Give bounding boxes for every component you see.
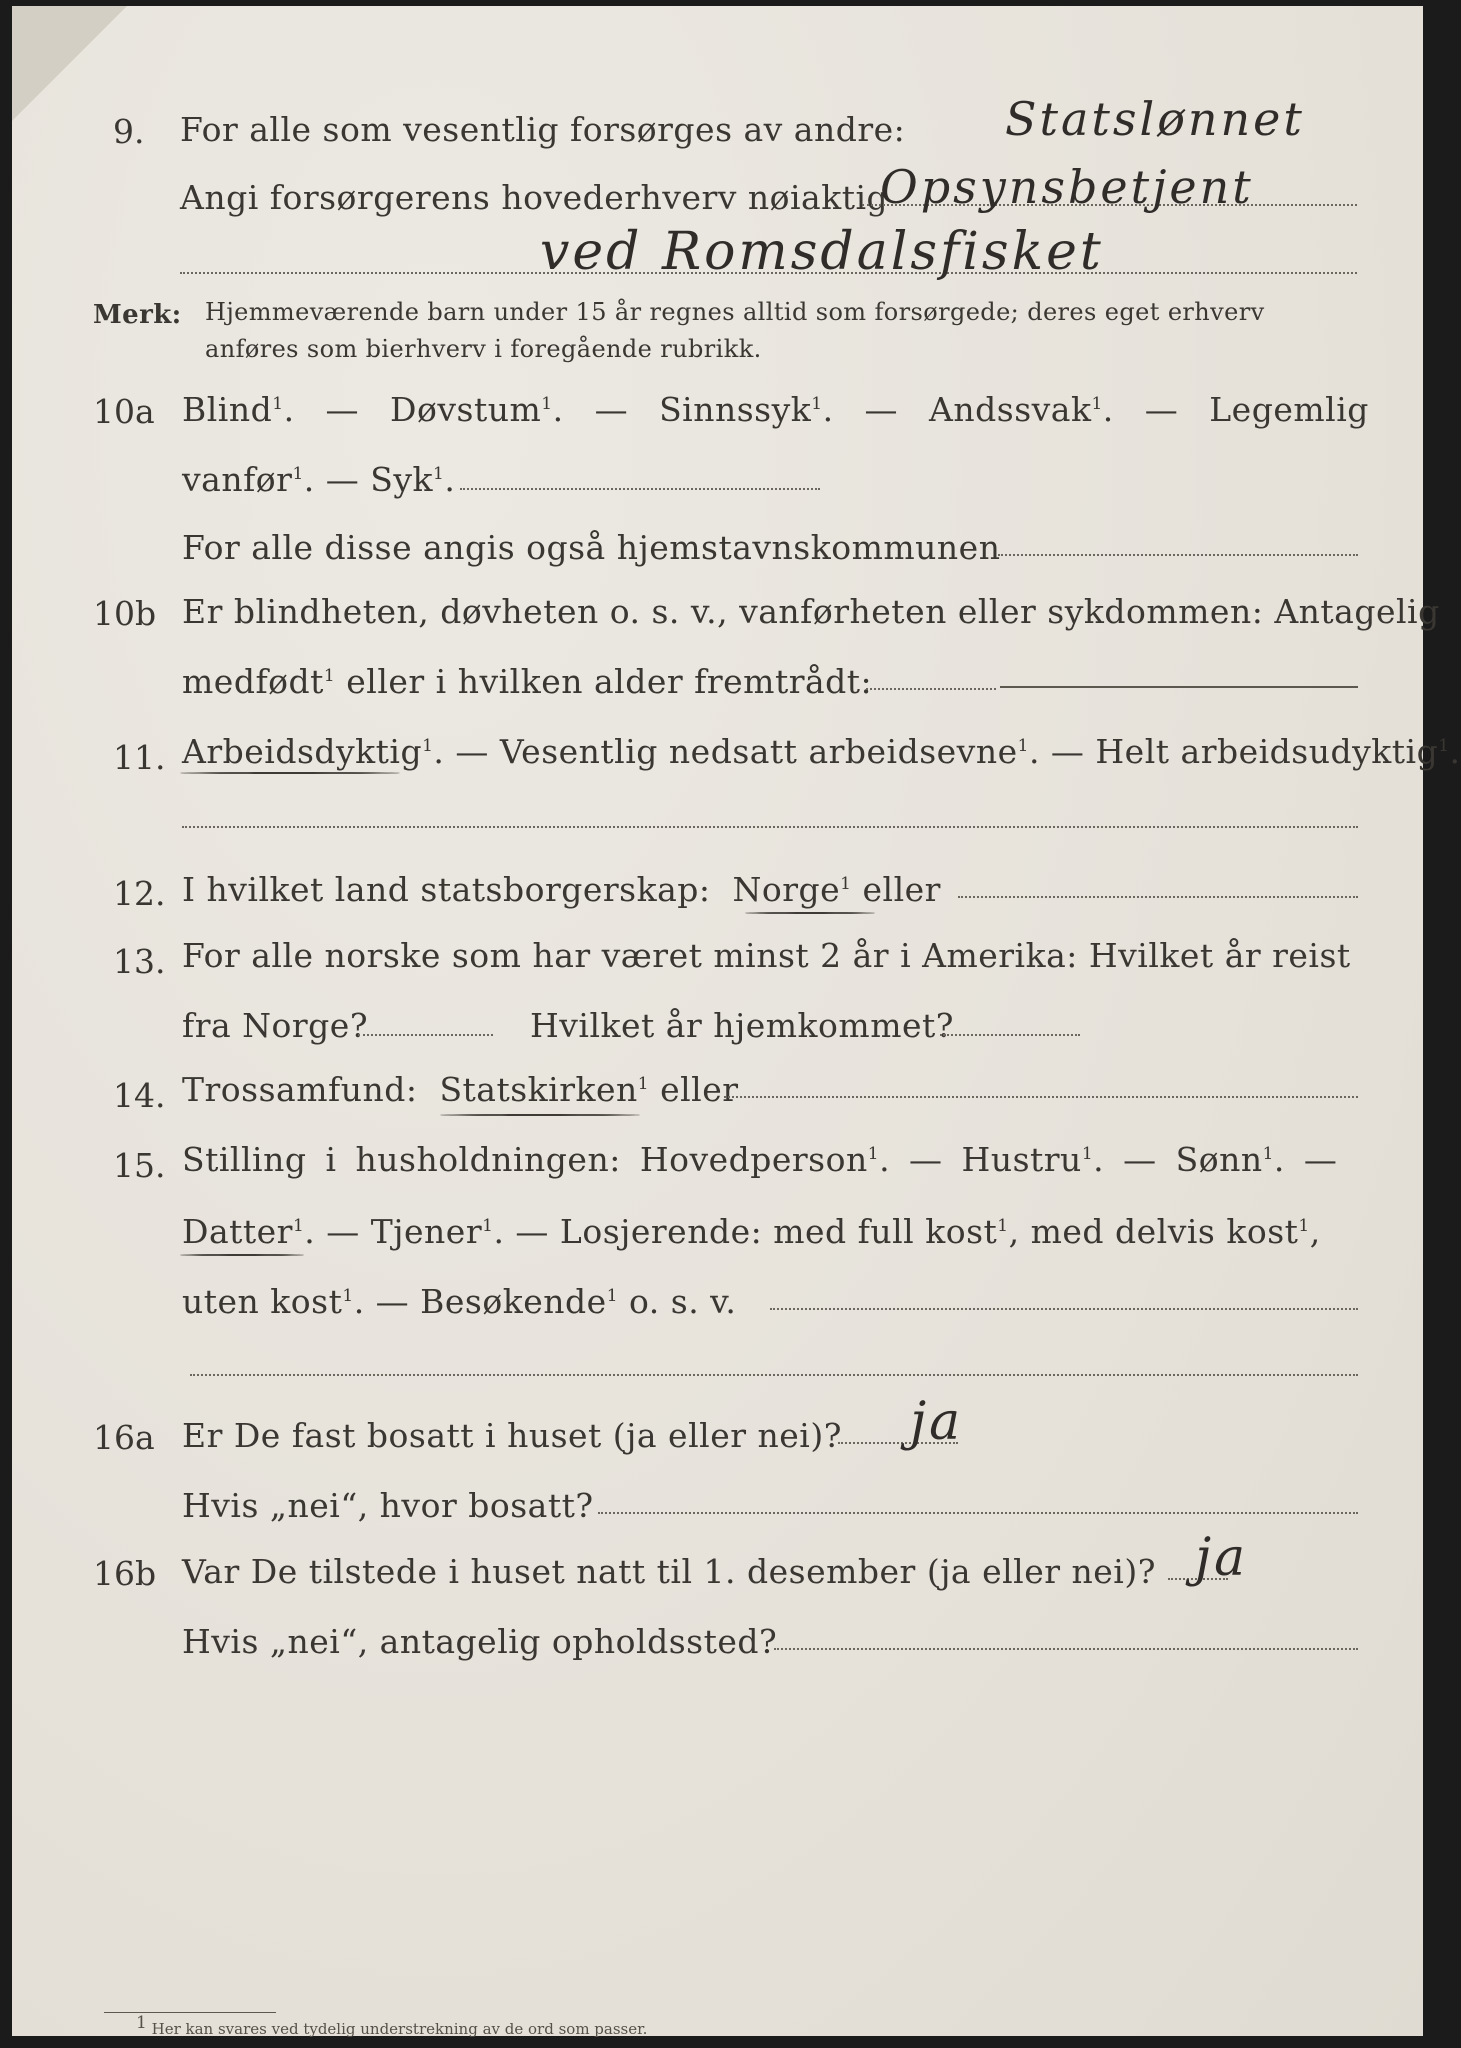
q15-answer-line-2	[190, 1374, 1358, 1376]
q13-hjemkommet-line	[940, 1034, 1080, 1036]
q13-line1: For alle norske som har været minst 2 år i Amerika: Hvilket år reist	[182, 936, 1351, 975]
q13-number: 13.	[113, 942, 166, 981]
q15-line2: Datter$^1$. — Tjener$^1$. — Losjerende: med full kost$^1$, med delvis kost$^1$,	[182, 1212, 1321, 1251]
q16a-answer: ja	[910, 1392, 964, 1452]
q12-number: 12.	[113, 874, 166, 913]
q15-line1: Stilling i husholdningen: Hovedperson$^1$. — Hustru$^1$. — Sønn$^1$. —	[182, 1140, 1338, 1179]
q12-text: I hvilket land statsborgerskap: Norge$^1$ eller	[182, 870, 941, 909]
q15-answer-line-1	[770, 1308, 1358, 1310]
q10b-dots	[866, 688, 996, 690]
q11-answer-line	[182, 826, 1358, 828]
q9-answer-2: Opsynsbetjent	[880, 160, 1254, 214]
q10b-line	[1000, 686, 1358, 688]
q10b-line1: Er blindheten, døvheten o. s. v., vanførheten eller sykdommen: Antagelig	[182, 592, 1440, 631]
q16b-line1: Var De tilstede i huset natt til 1. desember (ja eller nei)?	[182, 1552, 1156, 1591]
q16a-number: 16a	[93, 1418, 155, 1457]
q9-line1: For alle som vesentlig forsørges av andre:	[180, 110, 906, 149]
q16b-number: 16b	[93, 1554, 157, 1593]
merk-line2: anføres som bierhverv i foregående rubrikk.	[205, 335, 762, 363]
q13-reist-line	[358, 1034, 493, 1036]
footnote: $^1$ Her kan svares ved tydelig understrekning av de ord som passer.	[136, 2013, 648, 2038]
q12-underline-mark	[745, 912, 875, 914]
q11-text: Arbeidsdyktig$^1$. — Vesentlig nedsatt arbeidsevne$^1$. — Helt arbeidsudyktig$^1$.	[182, 732, 1461, 771]
q14-answer-line	[724, 1096, 1358, 1098]
q16b-line2: Hvis „nei“, antagelig opholdssted?	[182, 1622, 778, 1661]
q9-number: 9.	[113, 112, 145, 151]
q16b-answer: ja	[1195, 1528, 1249, 1588]
q10a-kommune-line	[998, 554, 1358, 556]
q14-number: 14.	[113, 1076, 166, 1115]
q16a-line1: Er De fast bosatt i huset (ja eller nei)?	[182, 1416, 842, 1455]
q12-answer-line	[958, 896, 1358, 898]
q9-answer-1: Statslønnet	[1005, 92, 1305, 146]
q15-underline-mark	[180, 1254, 304, 1256]
q16b-opholdssted-line	[774, 1648, 1358, 1650]
folded-corner	[12, 6, 127, 121]
q10b-line2: medfødt$^1$ eller i hvilken alder fremtrådt:	[182, 662, 873, 701]
q10a-line1: Blind$^1$. — Døvstum$^1$. — Sinnssyk$^1$. — Andssvak$^1$. — Legemlig	[182, 390, 1369, 429]
q15-number: 15.	[113, 1146, 166, 1185]
q15-line3: uten kost$^1$. — Besøkende$^1$ o. s. v.	[182, 1282, 737, 1321]
q13-line2a: fra Norge?	[182, 1006, 369, 1045]
q10b-number: 10b	[93, 594, 157, 633]
q10a-line2: vanfør$^1$. — Syk$^1$.	[182, 460, 456, 499]
q9-answer-3: ved Romsdalsfisket	[540, 222, 1104, 282]
q10a-line3: For alle disse angis også hjemstavnskommunen	[182, 528, 1001, 567]
q16a-line2: Hvis „nei“, hvor bosatt?	[182, 1486, 594, 1525]
q16a-bosatt-line	[598, 1512, 1358, 1514]
q10a-number: 10a	[93, 392, 155, 431]
q14-text: Trossamfund: Statskirken$^1$ eller	[182, 1070, 739, 1109]
q10a-syk-line	[460, 488, 820, 490]
merk-line1: Hjemmeværende barn under 15 år regnes alltid som forsørgede; deres eget erhverv	[205, 298, 1265, 326]
q11-number: 11.	[113, 738, 166, 777]
merk-label: Merk:	[93, 300, 182, 330]
q14-underline-mark	[440, 1114, 640, 1116]
q13-line2b: Hvilket år hjemkommet?	[530, 1006, 954, 1045]
q11-underline-mark	[180, 772, 400, 774]
q9-line2: Angi forsørgerens hovederhverv nøiaktig	[180, 178, 889, 217]
footnote-rule	[104, 2012, 276, 2013]
